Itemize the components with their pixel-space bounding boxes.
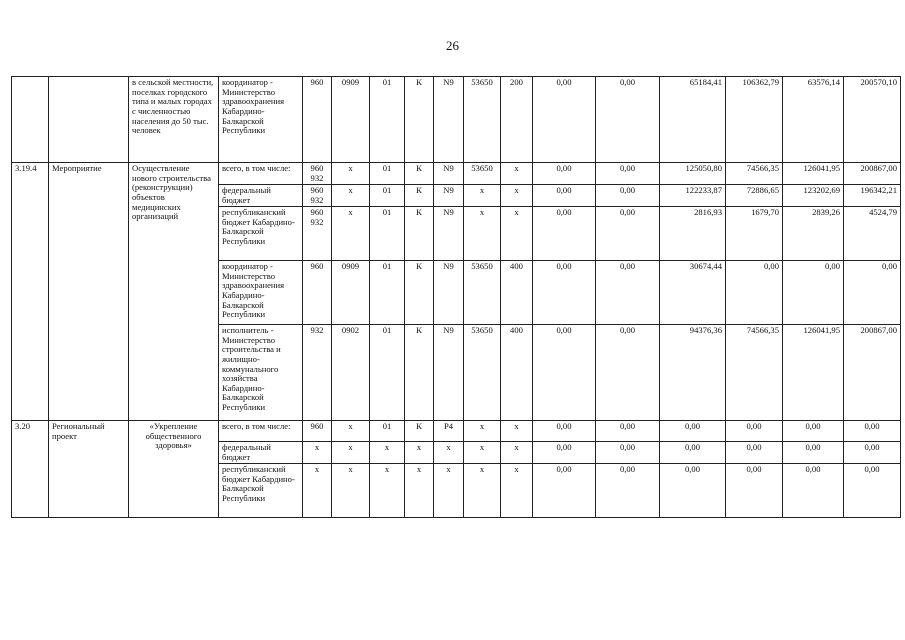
amount-cell: 125050,80 [660,163,726,185]
amount-cell: 0,00 [783,442,844,464]
section-cell: х [332,421,370,442]
target-article-cell: К [405,185,434,207]
amount-cell: 0,00 [533,442,596,464]
expense-type-cell: х [501,185,533,207]
amount-cell: 0,00 [726,464,783,518]
amount-cell: 200867,00 [844,325,901,421]
amount-cell: 0,00 [533,77,596,163]
amount-cell: 94376,36 [660,325,726,421]
row-number-cell: 3.19.4 [12,163,49,421]
amount-cell: 0,00 [596,442,660,464]
expense-type-cell: 200 [501,77,533,163]
target-article-cell: N9 [434,185,464,207]
target-article-cell: К [405,207,434,261]
target-article-cell: К [405,325,434,421]
grbs-cell: х [303,464,332,518]
expense-type-cell: х [501,163,533,185]
target-article-cell: N9 [434,261,464,325]
target-article-cell: К [405,261,434,325]
section-cell: х [332,464,370,518]
amount-cell: 30674,44 [660,261,726,325]
row-type-cell: Региональный проект [49,421,129,518]
amount-cell: 0,00 [783,261,844,325]
target-article-cell: 53650 [464,325,501,421]
amount-cell: 200570,10 [844,77,901,163]
table-row [12,421,901,442]
amount-cell: 0,00 [660,442,726,464]
target-article-cell: К [405,163,434,185]
grbs-cell: 960 [303,77,332,163]
target-article-cell: х [464,207,501,261]
funding-source-cell: координатор - Министерство здравоохранения Кабардино-Балкарской Республики [219,261,303,325]
target-article-cell: N9 [434,163,464,185]
target-article-cell: 53650 [464,77,501,163]
program-cell: 01 [370,77,405,163]
amount-cell: 0,00 [533,163,596,185]
program-cell: 01 [370,261,405,325]
amount-cell: 0,00 [783,464,844,518]
amount-cell: 0,00 [844,464,901,518]
amount-cell: 0,00 [596,421,660,442]
amount-cell: 0,00 [533,207,596,261]
amount-cell: 2816,93 [660,207,726,261]
target-article-cell: К [405,77,434,163]
amount-cell: 74566,35 [726,325,783,421]
budget-table [11,76,901,518]
program-cell: 01 [370,207,405,261]
amount-cell: 122233,87 [660,185,726,207]
amount-cell: 0,00 [533,185,596,207]
section-cell: 0902 [332,325,370,421]
amount-cell: 74566,35 [726,163,783,185]
grbs-cell: 960 932 [303,163,332,185]
target-article-cell: 53650 [464,163,501,185]
funding-source-cell: исполнитель - Министерство строительства и жилищно-коммунального хозяйства Кабардино-Балкарской Республики [219,325,303,421]
amount-cell: 126041,95 [783,325,844,421]
funding-source-cell: республиканский бюджет Кабардино-Балкарской Республики [219,464,303,518]
row-type-cell [49,77,129,163]
section-cell: 0909 [332,77,370,163]
row-name-cell: в сельской местности, поселках городского типа и малых городах с численностью населения до 50 тыс. человек [129,77,219,163]
amount-cell: 1679,70 [726,207,783,261]
program-cell: х [370,442,405,464]
amount-cell: 126041,95 [783,163,844,185]
amount-cell: 0,00 [844,421,901,442]
expense-type-cell: 400 [501,325,533,421]
target-article-cell: К [405,421,434,442]
amount-cell: 0,00 [596,185,660,207]
funding-source-cell: федеральный бюджет [219,185,303,207]
page-number: 26 [446,38,459,53]
program-cell: 01 [370,325,405,421]
target-article-cell: Р4 [434,421,464,442]
section-cell: х [332,185,370,207]
amount-cell: 0,00 [596,261,660,325]
amount-cell: 65184,41 [660,77,726,163]
target-article-cell: х [434,464,464,518]
row-name-cell: «Укрепление общественного здоровья» [129,421,219,518]
table-row [12,77,901,163]
target-article-cell: х [434,442,464,464]
section-cell: х [332,207,370,261]
target-article-cell: х [405,442,434,464]
expense-type-cell: х [501,207,533,261]
amount-cell: 0,00 [660,421,726,442]
amount-cell: 196342,21 [844,185,901,207]
amount-cell: 0,00 [533,261,596,325]
target-article-cell: х [464,442,501,464]
target-article-cell: N9 [434,207,464,261]
funding-source-cell: координатор - Министерство здравоохранения Кабардино-Балкарской Республики [219,77,303,163]
target-article-cell: х [405,464,434,518]
amount-cell: 0,00 [596,207,660,261]
amount-cell: 123202,69 [783,185,844,207]
target-article-cell: х [464,464,501,518]
amount-cell: 106362,79 [726,77,783,163]
amount-cell: 0,00 [844,442,901,464]
amount-cell: 0,00 [660,464,726,518]
amount-cell: 0,00 [596,77,660,163]
amount-cell: 0,00 [596,163,660,185]
funding-source-cell: республиканский бюджет Кабардино-Балкарской Республики [219,207,303,261]
row-number-cell: 3.20 [12,421,49,518]
table-row [12,163,901,185]
amount-cell: 200867,00 [844,163,901,185]
grbs-cell: х [303,442,332,464]
section-cell: х [332,442,370,464]
grbs-cell: 960 932 [303,207,332,261]
amount-cell: 0,00 [533,325,596,421]
program-cell: 01 [370,185,405,207]
amount-cell: 0,00 [726,421,783,442]
target-article-cell: N9 [434,77,464,163]
grbs-cell: 960 [303,261,332,325]
section-cell: х [332,163,370,185]
amount-cell: 0,00 [726,442,783,464]
funding-source-cell: всего, в том числе: [219,163,303,185]
target-article-cell: х [464,185,501,207]
row-name-cell: Осуществление нового строительства (реконструкции) объектов медицинских организаций [129,163,219,421]
amount-cell: 0,00 [726,261,783,325]
amount-cell: 0,00 [844,261,901,325]
funding-source-cell: всего, в том числе: [219,421,303,442]
grbs-cell: 960 932 [303,185,332,207]
target-article-cell: 53650 [464,261,501,325]
expense-type-cell: 400 [501,261,533,325]
amount-cell: 0,00 [596,464,660,518]
expense-type-cell: х [501,464,533,518]
grbs-cell: 932 [303,325,332,421]
grbs-cell: 960 [303,421,332,442]
amount-cell: 2839,26 [783,207,844,261]
amount-cell: 0,00 [533,464,596,518]
target-article-cell: х [464,421,501,442]
row-type-cell: Мероприятие [49,163,129,421]
target-article-cell: N9 [434,325,464,421]
funding-source-cell: федеральный бюджет [219,442,303,464]
expense-type-cell: х [501,421,533,442]
amount-cell: 72886,65 [726,185,783,207]
program-cell: 01 [370,163,405,185]
amount-cell: 0,00 [596,325,660,421]
amount-cell: 0,00 [533,421,596,442]
row-number-cell [12,77,49,163]
amount-cell: 63576,14 [783,77,844,163]
section-cell: 0909 [332,261,370,325]
amount-cell: 4524,79 [844,207,901,261]
amount-cell: 0,00 [783,421,844,442]
program-cell: х [370,464,405,518]
program-cell: 01 [370,421,405,442]
expense-type-cell: х [501,442,533,464]
